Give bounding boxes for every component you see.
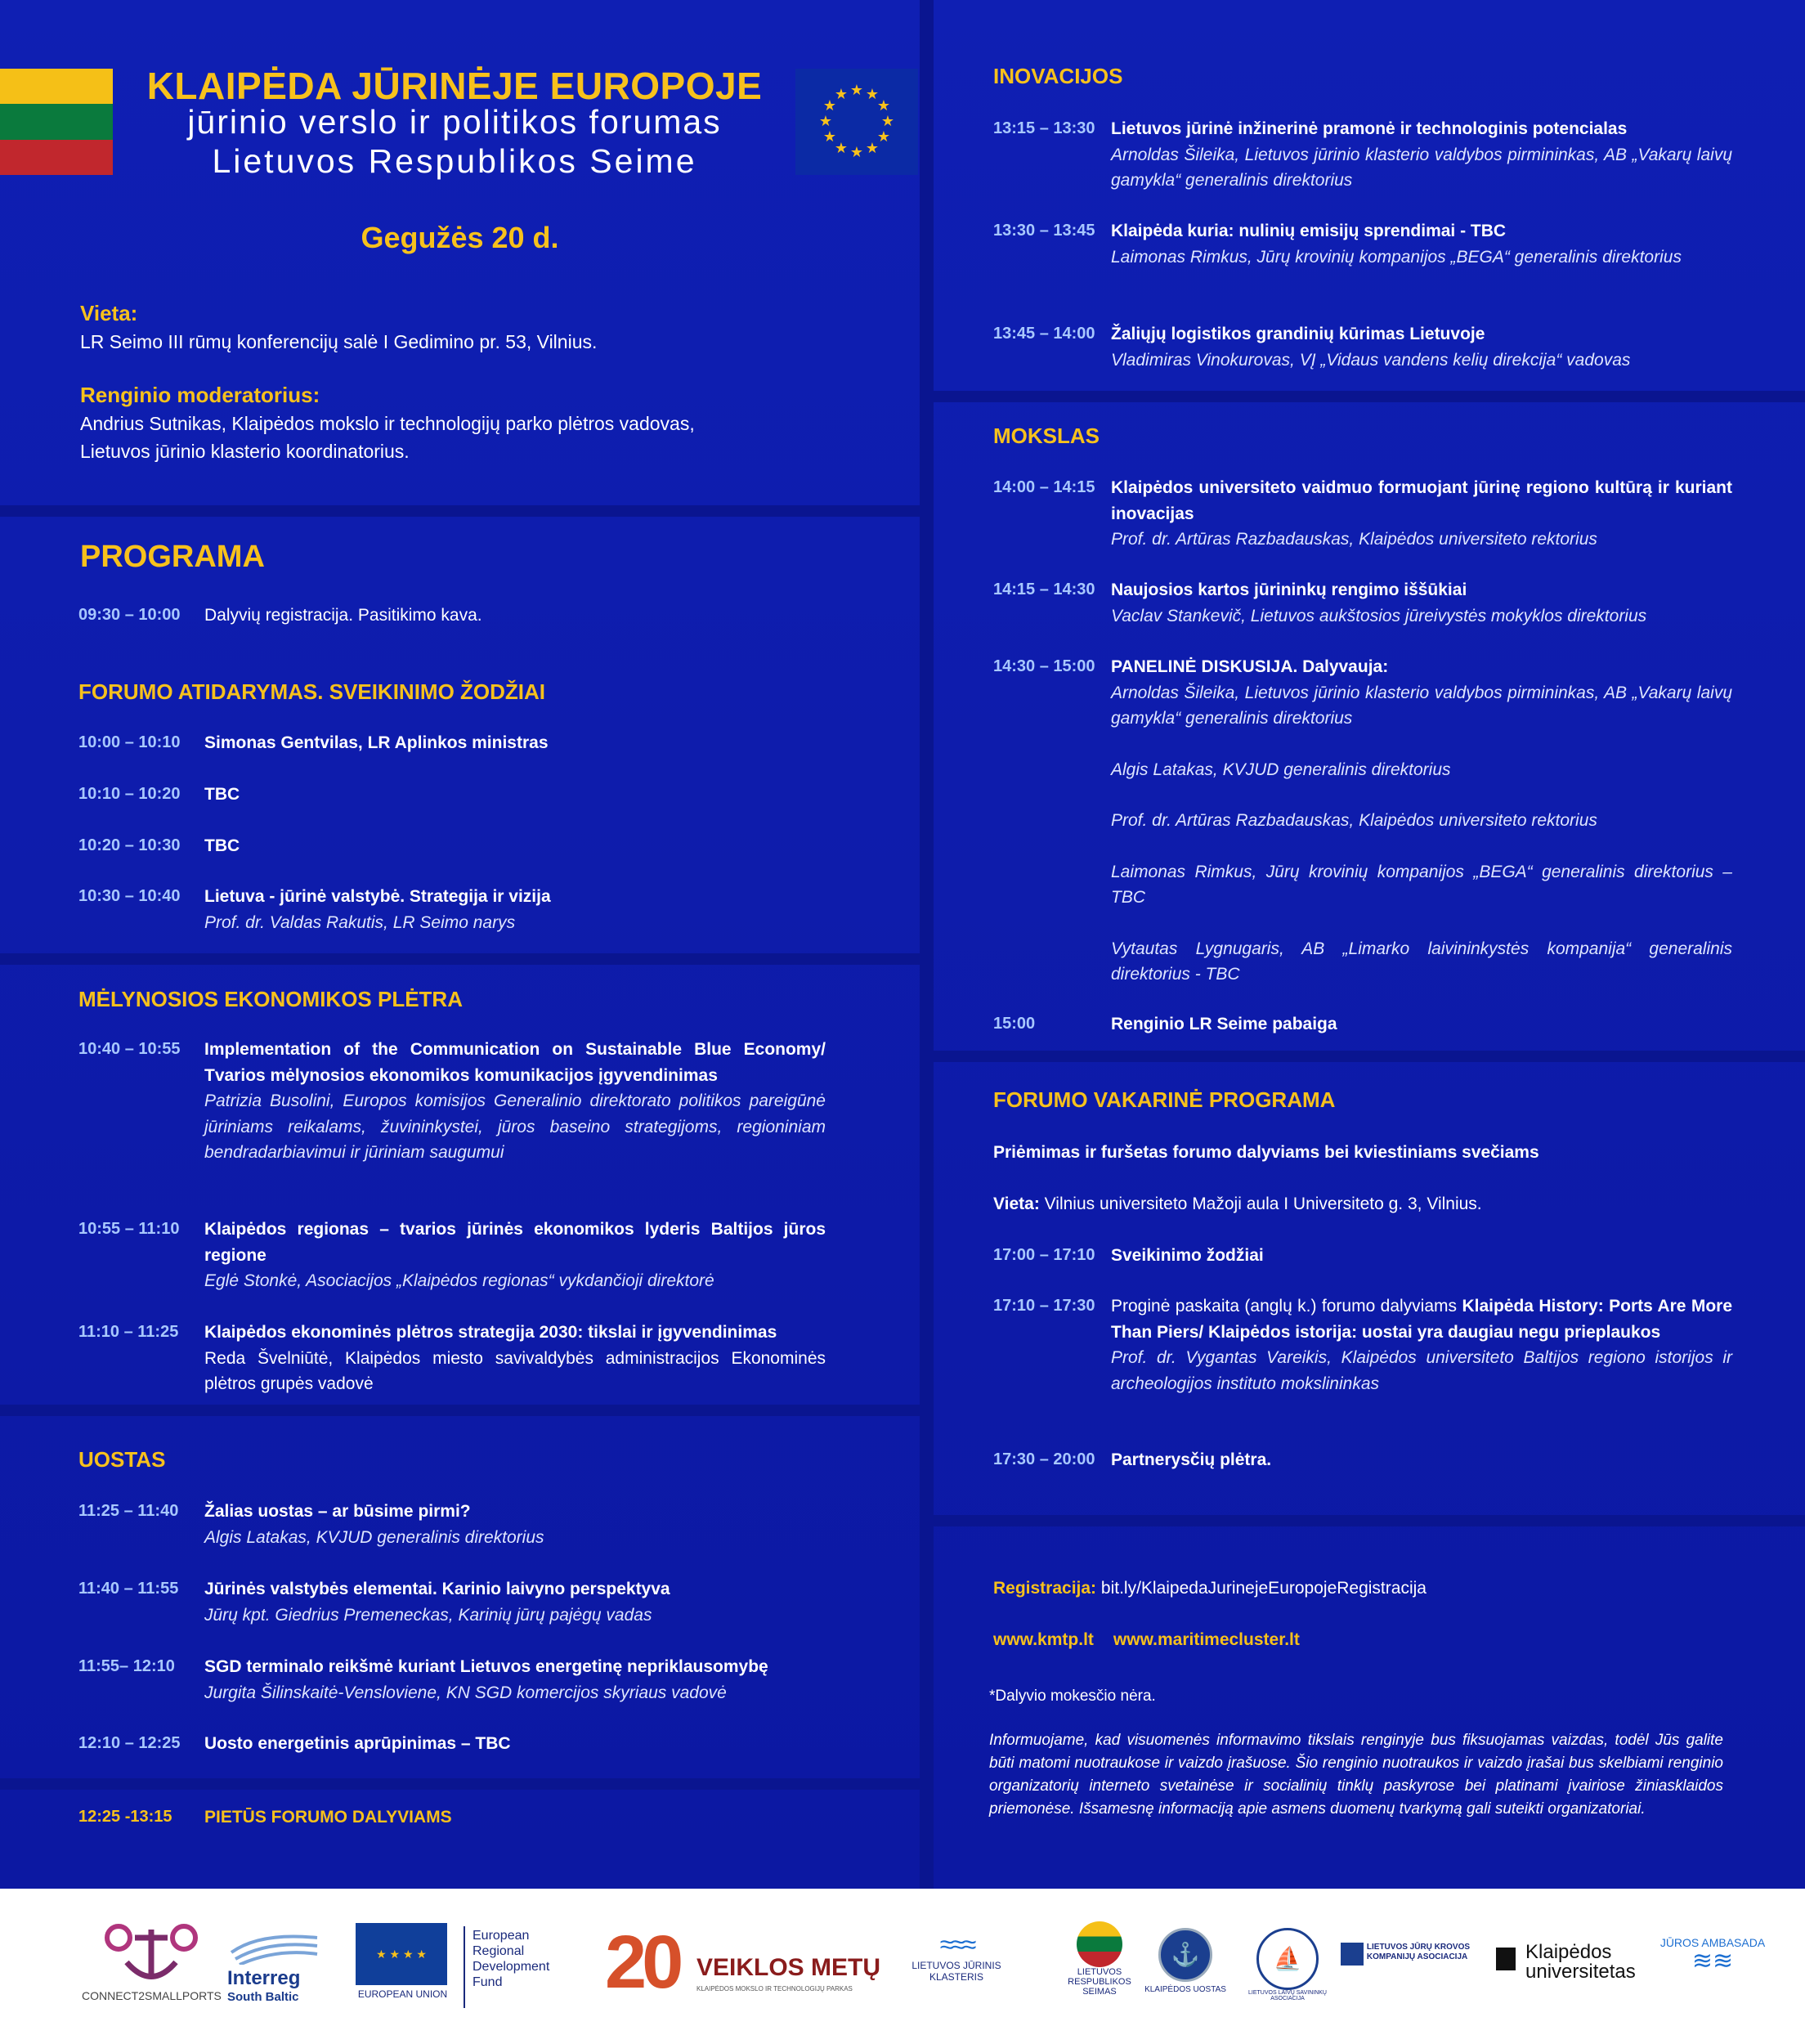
moderator-label: Renginio moderatorius: [80,383,320,407]
agenda-title: Naujosios kartos jūrininkų rengimo iššūkiai [1111,580,1467,599]
lithuania-flag [0,69,113,175]
moderator-line-1: Andrius Sutnikas, Klaipėdos mokslo ir technologijų parko plėtros vadovas, [80,413,695,434]
section-divider [0,505,920,517]
wave-icon: ≋≋ [1691,1948,1734,1975]
svg-text:★: ★ [818,113,833,130]
interreg-logo [227,1928,325,2004]
moderator-line-2: Lietuvos jūrinio klasterio koordinatorius. [80,441,410,462]
agenda-speaker: Prof. dr. Artūras Razbadauskas, Klaipėdos universiteto rektorius [1111,530,1597,549]
svg-text:★: ★ [834,86,849,103]
ku-logo [1496,1943,1659,1982]
agenda-title: Žaliųjų logistikos grandinių kūrimas Lietuvoje [1111,325,1485,343]
time-label: 09:30 – 10:00 [78,606,181,624]
svg-text:★: ★ [880,113,895,130]
venue-label: Vieta: [80,301,138,325]
agenda-title: Klaipėdos universiteto vaidmuo formuojant jūrinę regiono kultūrą ir kuriant inovacijas [1111,478,1732,523]
wave-icon [227,1928,321,1965]
eu-caption: EUROPEAN UNION [357,1988,448,2000]
partner-logos [0,1889,1805,2044]
agenda-speaker: Patrizia Busolini, Europos komisijos Generalinio direktorato politikos pareigūnė jūriniams reikalams, žuvininkystei, jūros baseino strategijoms, regioniniam bendradarbiavimui ir jūriniam saugumui [204,1091,826,1162]
agenda-speaker: Reda Švelniūtė, Klaipėdos miesto savivaldybės administracijos Ekonominės plėtros grupės vadovė [204,1348,826,1393]
evening-venue [993,1191,1733,1217]
time-label: 14:00 – 14:15 [993,478,1095,496]
time-label: 17:10 – 17:30 [993,1297,1095,1315]
interreg-sub: South Baltic [227,1990,299,2004]
shipowners-logo [1247,1928,1328,2001]
venue-text: LR Seimo III rūmų konferencijų salė I Gedimino pr. 53, Vilnius. [80,331,598,352]
agenda-speaker: Jūrų kpt. Giedrius Premeneckas, Karinių jūrų pajėgų vadas [204,1605,652,1625]
agenda-title: SGD terminalo reikšmė kuriant Lietuvos energetinę nepriklausomybę [204,1657,768,1676]
logo-divider [464,1926,465,2008]
agenda-title: Lietuva - jūrinė valstybė. Strategija ir vizija [204,887,551,906]
interreg-text: Interreg [227,1967,301,1989]
time-label: 10:00 – 10:10 [78,733,181,751]
shipowners-text: LIETUVOS LAIVŲ SAVININKŲ ASOCIACIJA [1248,1990,1327,2001]
fee-note: *Dalyvio mokesčio nėra. [989,1688,1156,1705]
shield-icon [1496,1948,1516,1970]
square-icon [1341,1943,1364,1966]
time-label: 12:25 -13:15 [78,1808,172,1826]
venue-text: Vilnius universiteto Mažoji aula I Universiteto g. 3, Vilnius. [1039,1195,1482,1213]
panel-title: PANELINĖ DISKUSIJA. Dalyvauja: [1111,657,1389,676]
svg-text:★: ★ [876,128,891,146]
eu-flag [795,69,918,175]
eu-logo [356,1923,450,2000]
event-subtitle-2: Lietuvos Respublikos Seime [212,142,697,180]
venue-label: Vieta: [993,1195,1040,1213]
agenda-title: Partnerysčių plėtra. [1111,1450,1272,1469]
uostas-logo [1144,1928,1226,1994]
svg-text:★: ★ [849,144,864,161]
event-subtitle: jūrinio verslo ir politikos forumas [187,103,722,141]
anchor-icon [98,1921,204,1987]
section-divider [0,1405,920,1416]
agenda-title: Uosto energetinis aprūpinimas – TBC [204,1734,511,1753]
time-label: 14:15 – 14:30 [993,580,1095,598]
svg-text:★: ★ [865,140,880,157]
time-label: 10:20 – 10:30 [78,836,181,854]
lunch-text: PIETŪS FORUMO DALYVIAMS [204,1808,452,1827]
agenda-speaker: Prof. dr. Vygantas Vareikis, Klaipėdos universiteto Baltijos regiono istorijos ir archeologijos instituto mokslininkas [1111,1348,1732,1393]
agenda-speaker: Eglė Stonkė, Asociacijos „Klaipėdos regionas“ vykdančioji direktorė [204,1271,714,1290]
ambasada-logo [1655,1936,1770,1974]
port-heading: UOSTAS [78,1447,166,1472]
agenda-title: TBC [204,785,240,804]
program-heading: PROGRAMA [80,540,265,574]
agenda-title: Lietuvos jūrinė inžinerinė pramonė ir technologinis potencialas [1111,119,1628,138]
eu-stars-icon: ★ ★ ★ ★ [356,1923,447,1985]
ship-icon: ⛵ [1256,1928,1319,1990]
wave-icon: ≈≈≈ [939,1930,974,1959]
time-label: 11:10 – 11:25 [78,1323,179,1341]
registration-info [993,1576,1733,1602]
privacy-notice: Informuojame, kad visuomenės informavimo tikslais renginyje bus fiksuojamas vaizdas, todėl Jūs galite būti matomi nuotraukose ir vaizdo įrašuose. Šio renginio nuotraukos ir vaizdo įrašai bus skelbiami renginio organizatorių interneto svetainėse ir socialinių tinklų paskyrose bei platinami įvairiose žiniasklaidos priemonėse. Išsamesnę informaciją apie asmens duomenų tvarkymą gali suteikti organizatoriai. [989,1732,1723,1818]
seimas-emblem-icon [1077,1921,1122,1967]
panel-member: Algis Latakas, KVJUD generalinis direktorius [1111,760,1451,779]
svg-text:★: ★ [822,97,837,114]
agenda-speaker: Vladimiras Vinokurovas, VĮ „Vidaus vandens kelių direkcija“ vadovas [1111,350,1631,370]
agenda-speaker: Arnoldas Šileika, Lietuvos jūrinio klasterio valdybos pirmininkas, AB „Vakarų laivų gamykla“ generalinis direktorius [1111,145,1732,190]
panel-member: Prof. dr. Artūras Razbadauskas, Klaipėdos universiteto rektorius [1111,811,1597,830]
agenda-title: Žalias uostas – ar būsime pirmi? [204,1502,471,1521]
lecture-title: Klaipėda History: Ports Are More Than Piers/ Klaipėdos istorija: uostai yra daugiau negu prieplaukos [1111,1297,1732,1342]
innovations-heading: INOVACIJOS [993,64,1123,88]
seimas-logo [1050,1921,1149,1997]
agenda-speaker: Prof. dr. Valdas Rakutis, LR Seimo narys [204,912,516,932]
c2sp-logo [82,1921,221,2002]
panel-member: Vytautas Lygnugaris, AB „Limarko laivininkystės kompanija“ generalinis direktorius - TBC [1111,939,1732,984]
event-date: Gegužės 20 d. [361,221,559,254]
svg-text:★: ★ [822,128,837,146]
time-label: 10:30 – 10:40 [78,887,181,905]
time-label: 14:30 – 15:00 [993,657,1095,675]
time-label: 17:30 – 20:00 [993,1450,1095,1468]
time-label: 10:55 – 11:10 [78,1220,180,1238]
opening-heading: FORUMO ATIDARYMAS. SVEIKINIMO ŽODŽIAI [78,679,546,704]
time-label: 11:40 – 11:55 [78,1580,179,1598]
end-text: Renginio LR Seime pabaiga [1111,1015,1337,1033]
panel-member: Laimonas Rimkus, Jūrų krovinių kompanijos „BEGA“ generalinis direktorius – TBC [1111,862,1732,907]
time-label: 11:55– 12:10 [78,1657,175,1675]
agenda-title: Implementation of the Communication on Sustainable Blue Economy/ Tvarios mėlynosios ekonomikos komunikacijos įgyvendinimas [204,1040,826,1085]
erdf-text: European Regional Development Fund [473,1929,550,1989]
column-divider [920,0,934,1889]
svg-text:★: ★ [876,97,891,114]
website-link[interactable]: www.kmtp.lt [993,1630,1094,1649]
time-label: 11:25 – 11:40 [78,1502,179,1520]
anchor-icon: ⚓ [1158,1928,1212,1982]
time-label: 13:15 – 13:30 [993,119,1095,137]
section-divider [934,391,1805,402]
time-label: 15:00 [993,1015,1036,1033]
uostas-text: KLAIPĖDOS UOSTAS [1144,1985,1226,1994]
science-heading: MOKSLAS [993,424,1100,448]
section-divider [0,953,920,965]
anniversary-logo [605,1920,881,2006]
svg-text:★: ★ [865,86,880,103]
agenda-speaker: Vaclav Stankevič, Lietuvos aukštosios jūreivystės mokyklos direktorius [1111,606,1647,625]
agenda-speaker: Laimonas Rimkus, Jūrų krovinių kompanijos „BEGA“ generalinis direktorius [1111,247,1682,267]
time-label: 17:00 – 17:10 [993,1246,1095,1264]
agenda-title: Klaipėdos ekonominės plėtros strategija 2030: tikslai ir įgyvendinimas [204,1323,777,1342]
websites [993,1627,1733,1653]
time-label: 13:30 – 13:45 [993,222,1095,240]
time-label: 13:45 – 14:00 [993,325,1095,343]
svg-text:★: ★ [834,140,849,157]
seimas-text: LIETUVOS RESPUBLIKOS SEIMAS [1068,1967,1131,1997]
agenda-title: Klaipėda kuria: nulinių emisijų sprendimai - TBC [1111,222,1507,240]
panel-member: Arnoldas Šileika, Lietuvos jūrinio klasterio valdybos pirmininkas, AB „Vakarų laivų gamykla“ generalinis direktorius [1111,683,1732,728]
registration-label: Registracija: [993,1579,1097,1598]
agenda-speaker: Jurgita Šilinskaitė-Vensloviene, KN SGD komercijos skyriaus vadovė [204,1683,727,1702]
reception-text: Priėmimas ir furšetas forumo dalyviams bei kviestiniams svečiams [993,1143,1539,1162]
lecture-intro: Proginė paskaita (anglų k.) forumo dalyviams [1111,1297,1462,1316]
ku-text-2: universitetas [1525,1961,1636,1983]
registration-text: Dalyvių registracija. Pasitikimo kava. [204,606,482,625]
section-divider [934,1515,1805,1526]
stevedores-text: LIETUVOS JŪRŲ KROVOS KOMPANIJŲ ASOCIACIJA [1366,1943,1471,1961]
anniversary-sub: KLAIPĖDOS MOKSLO IR TECHNOLOGIJŲ PARKAS [696,1985,853,1992]
time-label: 10:40 – 10:55 [78,1040,181,1058]
registration-link[interactable]: bit.ly/KlaipedaJurinejeEuropojeRegistracija [1096,1579,1427,1598]
anniversary-text: VEIKLOS METŲ [696,1954,881,1981]
ambasada-text: JŪROS AMBASADA [1659,1936,1766,1949]
ku-text: Klaipėdos [1525,1941,1612,1963]
evening-heading: FORUMO VAKARINĖ PROGRAMA [993,1087,1336,1112]
ljk-logo [899,1930,1014,1983]
website-link[interactable]: www.maritimecluster.lt [1113,1630,1300,1649]
event-title: KLAIPĖDA JŪRINĖJE EUROPOJE [146,65,763,107]
section-divider [0,1778,920,1790]
stevedores-logo [1341,1943,1480,1966]
agenda-title: Sveikinimo žodžiai [1111,1246,1264,1265]
ljk-text: LIETUVOS JŪRINIS KLASTERIS [911,1960,1001,1983]
svg-text:★: ★ [849,82,864,99]
anniversary-number: 20 [605,1921,679,2004]
c2sp-text: CONNECT2SMALLPORTS [82,1989,222,2002]
agenda-title: Simonas Gentvilas, LR Aplinkos ministras [204,733,549,752]
agenda-title: TBC [204,836,240,855]
eu-stars-icon [795,69,918,175]
agenda-title: Jūrinės valstybės elementai. Karinio laivyno perspektyva [204,1580,670,1598]
agenda-title: Klaipėdos regionas – tvarios jūrinės ekonomikos lyderis Baltijos jūros regione [204,1220,826,1265]
blue-economy-heading: MĖLYNOSIOS EKONOMIKOS PLĖTRA [78,987,463,1011]
time-label: 12:10 – 12:25 [78,1734,181,1752]
agenda-speaker: Algis Latakas, KVJUD generalinis direktorius [204,1527,544,1547]
time-label: 10:10 – 10:20 [78,785,181,803]
section-divider [934,1051,1805,1062]
